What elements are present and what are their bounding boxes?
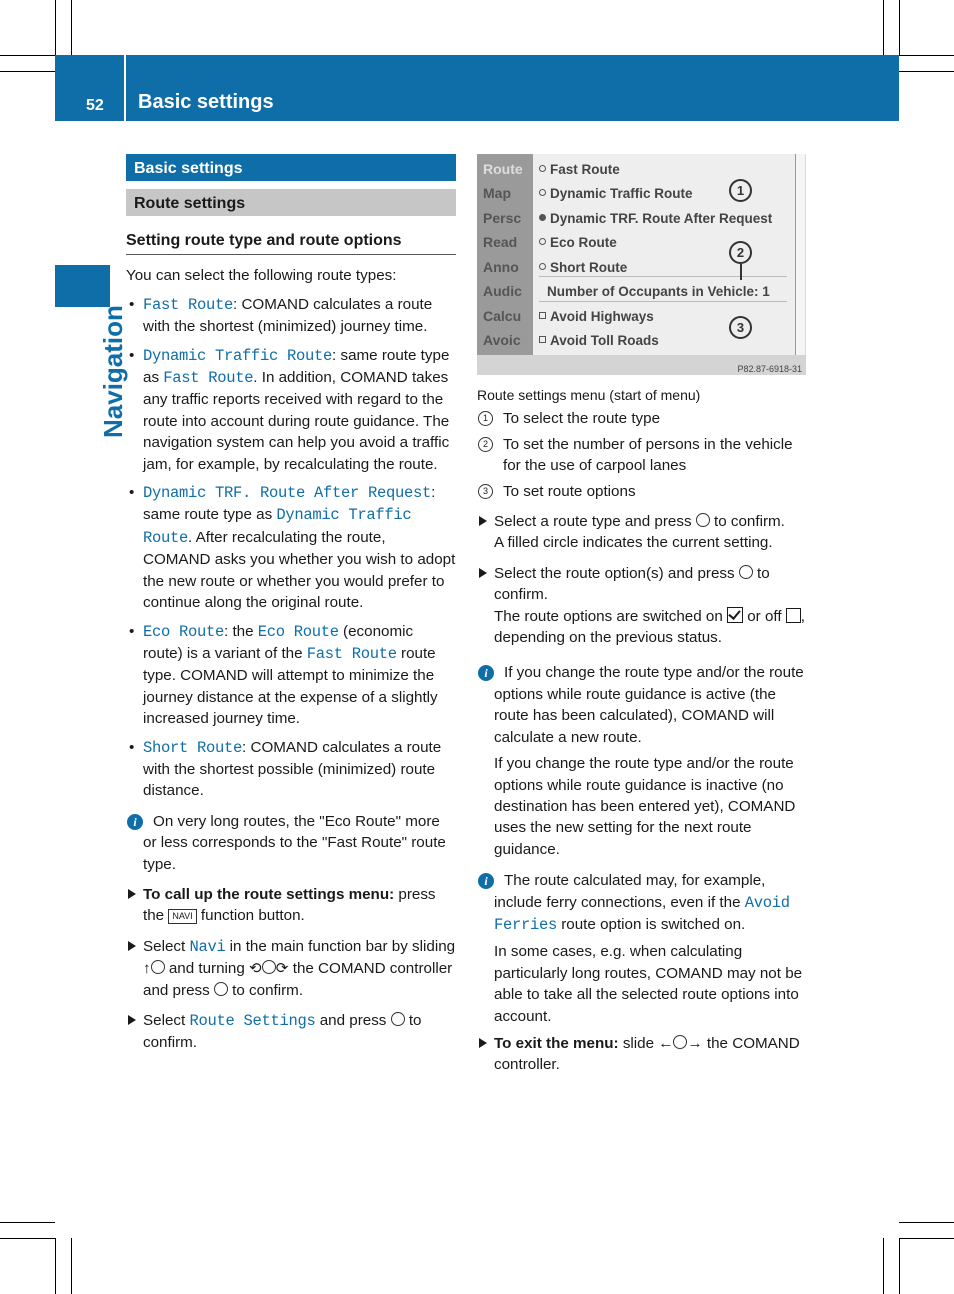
page-title: Basic settings xyxy=(138,91,274,113)
route-settings-screenshot xyxy=(477,154,806,375)
crop-mark xyxy=(883,0,884,55)
instruction-step: Select Navi in the main function bar by sliding ↑ and turning ⟲ ⟳ the COMAND controller and press to confirm. xyxy=(126,936,456,1001)
screen-menu-item: Audic xyxy=(483,283,522,299)
screen-option: Avoid Toll Roads xyxy=(539,330,659,351)
screen-menu-item: Avoic xyxy=(483,332,521,348)
instruction-step: Select a route type and press to confirm. A filled circle indicates the current setting. xyxy=(477,511,807,554)
screen-option: Short Route xyxy=(539,257,627,278)
info-note: i If you change the route type and/or the route options while route guidance is active (the route has been calculated), COMAND will calculate a new route. xyxy=(477,662,807,748)
subsection-bar: Route settings xyxy=(126,189,456,216)
info-icon: i xyxy=(127,814,143,830)
instruction-step: To call up the route settings menu: press the NAVI function button. xyxy=(126,884,456,927)
info-note: i On very long routes, the "Eco Route" more or less corresponds to the "Fast Route" route type. xyxy=(126,811,456,875)
screen-option: Dynamic Traffic Route xyxy=(539,183,693,204)
navi-key-icon: NAVI xyxy=(168,909,196,924)
step-arrow-icon xyxy=(479,1038,487,1048)
callout-leader xyxy=(740,264,742,280)
screen-menu-item: Anno xyxy=(483,259,519,275)
crop-mark xyxy=(899,0,900,55)
controller-slide-icon xyxy=(151,960,165,974)
info-note: i The route calculated may, for example, include ferry connections, even if the Avoid Ferries route option is switched on. xyxy=(477,870,807,936)
checkbox-checked-icon xyxy=(727,607,743,623)
callout-2: 2 xyxy=(729,241,752,264)
controller-turn-icon xyxy=(262,960,276,974)
screen-option: Avoid Highways xyxy=(539,306,654,327)
instruction-step: Select the route option(s) and press to confirm. The route options are switched on or off , depending on the previous status. xyxy=(477,563,807,649)
instruction-step: To exit the menu: slide ← → the COMAND controller. xyxy=(477,1033,807,1076)
header-divider xyxy=(124,55,126,121)
controller-press-icon xyxy=(696,513,710,527)
crop-mark xyxy=(0,1238,55,1239)
crop-mark xyxy=(899,1238,954,1239)
screen-option: Eco Route xyxy=(539,232,617,253)
legend-item: 1 To select the route type xyxy=(477,408,807,429)
callout-3: 3 xyxy=(729,316,752,339)
step-arrow-icon xyxy=(128,889,136,899)
section-bar: Basic settings xyxy=(126,154,456,181)
info-icon: i xyxy=(478,873,494,889)
screen-separator xyxy=(539,276,787,277)
controller-press-icon xyxy=(391,1012,405,1026)
list-item: • Short Route: COMAND calculates a route with the shortest possible (minimized) route distance. xyxy=(129,738,442,800)
controller-press-icon xyxy=(739,565,753,579)
screen-scrollbar xyxy=(795,154,805,355)
screen-option: Number of Occupants in Vehicle: 1 xyxy=(547,284,770,299)
crop-mark xyxy=(0,1222,55,1223)
screen-menu-item: Map xyxy=(483,185,511,201)
section-subheading: Setting route type and route options xyxy=(126,230,456,255)
checkbox-unchecked-icon xyxy=(786,608,801,623)
list-item: • Dynamic TRF. Route After Request: same route type as Dynamic Traffic Route. After recalculating the route, COMAND asks you whether you wish to adopt the new route or whether you would prefer to continue along the original route. xyxy=(129,484,456,612)
right-column xyxy=(477,154,807,1076)
controller-press-icon xyxy=(214,982,228,996)
crop-mark xyxy=(883,1238,884,1294)
crop-mark xyxy=(71,0,72,55)
step-arrow-icon xyxy=(128,941,136,951)
legend-item: 2 To set the number of persons in the vehicle for the use of carpool lanes xyxy=(477,434,807,477)
screen-option: Fast Route xyxy=(539,159,620,180)
legend-item: 3 To set route options xyxy=(477,481,807,502)
crop-mark xyxy=(55,1238,56,1294)
screen-menu-item: Route xyxy=(483,161,523,177)
screen-separator xyxy=(539,301,787,302)
info-paragraph: In some cases, e.g. when calculating particularly long routes, COMAND may not be able to take all the selected route options into account. xyxy=(494,943,803,1025)
list-item: • Eco Route: the Eco Route (economic route) is a variant of the Fast Route route type. COMAND will attempt to minimize the journey distance at the expense of a slightly increased journey time. xyxy=(129,622,438,728)
info-icon: i xyxy=(478,665,494,681)
crop-mark xyxy=(55,0,56,55)
list-item: • Fast Route: COMAND calculates a route with the shortest (minimized) journey time. xyxy=(129,295,433,336)
list-item: • Dynamic Traffic Route: same route type as Fast Route. In addition, COMAND takes any traffic reports received with regard to the route into account during route guidance. The navigation system can help you avoid a traffic jam, for example, by recalculating the route. xyxy=(129,346,450,473)
crop-mark xyxy=(899,55,954,56)
crop-mark xyxy=(899,1238,900,1294)
crop-mark xyxy=(899,71,954,72)
side-tab-navigation: Navigation xyxy=(98,305,128,438)
screen-menu-item: Calcu xyxy=(483,308,522,324)
callout-1: 1 xyxy=(729,179,752,202)
screen-menu-item: Persc xyxy=(483,210,522,226)
crop-mark xyxy=(71,1238,72,1294)
instruction-step: Select Route Settings and press to confirm. xyxy=(126,1010,456,1054)
controller-slide-icon xyxy=(673,1035,687,1049)
info-paragraph: If you change the route type and/or the route options while route guidance is inactive (no destination has been entered yet), COMAND uses the new setting for the next route guidance. xyxy=(494,755,796,858)
left-column xyxy=(126,154,456,1054)
screen-option: Dynamic TRF. Route After Request xyxy=(539,208,772,229)
image-code: P82.87-6918-31 xyxy=(737,364,802,374)
step-arrow-icon xyxy=(479,568,487,578)
page-number: 52 xyxy=(86,97,104,114)
step-arrow-icon xyxy=(128,1015,136,1025)
crop-mark xyxy=(0,71,55,72)
step-arrow-icon xyxy=(479,516,487,526)
intro-text: You can select the following route types: xyxy=(126,267,397,285)
side-tab-block xyxy=(55,265,110,307)
screen-menu-item: Read xyxy=(483,234,518,250)
crop-mark xyxy=(899,1222,954,1223)
figure-caption: Route settings menu (start of menu) xyxy=(477,387,701,403)
crop-mark xyxy=(0,55,55,56)
